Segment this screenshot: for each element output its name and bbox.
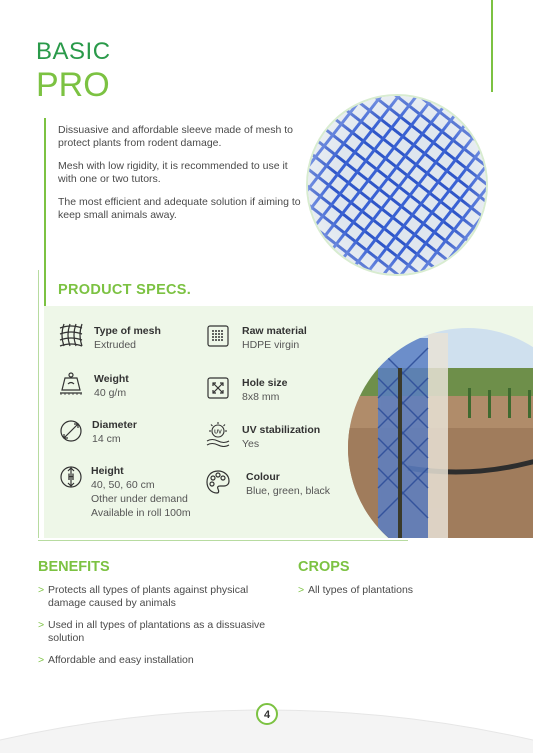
spec-label: Type of mesh [94,325,161,337]
benefits-list [38,584,278,676]
intro-paragraph: Mesh with low rigidity, it is recommended to use it with one or two tutors. [58,160,288,185]
spec-label: Diameter [92,419,137,431]
hole-size-icon [205,375,231,401]
intro-paragraph: The most efficient and adequate solution if aiming to keep small animals away. [58,196,301,221]
spec-value: Other under demand [91,493,188,505]
frame-inner-line [38,270,39,538]
intro-paragraph: Dissuasive and affordable sleeve made of mesh to protect plants from rodent damage. [58,124,294,149]
list-item: > Protects all types of plants against physical damage caused by animals [38,584,278,610]
product-specs-heading: PRODUCT SPECS. [58,282,192,298]
spec-label: Raw material [242,325,307,337]
spec-label: Height [91,465,124,477]
spec-value: 40 g/m [94,387,127,399]
field-photo-clip [348,306,533,538]
list-item: > All types of plantations [298,584,498,597]
spec-label: UV stabilization [242,424,321,436]
raw-material-icon [205,323,231,349]
specs-bottom-line [38,540,408,541]
spec-value: 40, 50, 60 cm [91,479,155,491]
spec-value: Extruded [94,339,137,351]
mesh-closeup-image [306,94,488,276]
uv-sun-icon [205,421,231,447]
mesh-pattern [308,96,488,276]
uv-badge-text: UV [214,429,222,436]
field-photo [348,328,533,538]
spec-label: Weight [94,373,129,385]
frame-top-line [491,0,493,92]
diameter-icon [58,418,84,444]
crops-heading: CROPS [298,559,350,575]
spec-value: Blue, green, black [246,485,331,497]
benefits-heading: BENEFITS [38,559,110,575]
title-basic: BASIC [36,38,111,65]
mesh-net-icon [58,322,84,348]
spec-value: 8x8 mm [242,391,280,403]
spec-label: Colour [246,471,280,483]
spec-label: Hole size [242,377,288,389]
crops-list [298,584,498,606]
spec-value: Available in roll 100m [91,507,191,519]
svg-text:H: H [67,472,75,482]
spec-value: 14 cm [92,433,121,445]
title-pro: PRO [36,66,110,104]
intro-text [58,124,308,232]
list-item: > Affordable and easy installation [38,654,278,667]
weight-scale-icon [58,370,84,396]
palette-icon [205,469,231,495]
spec-value: Yes [242,438,260,450]
height-icon [58,464,84,490]
page-number: 4 [256,703,278,725]
list-item: > Used in all types of plantations as a dissuasive solution [38,619,278,645]
spec-value: HDPE virgin [242,339,300,351]
